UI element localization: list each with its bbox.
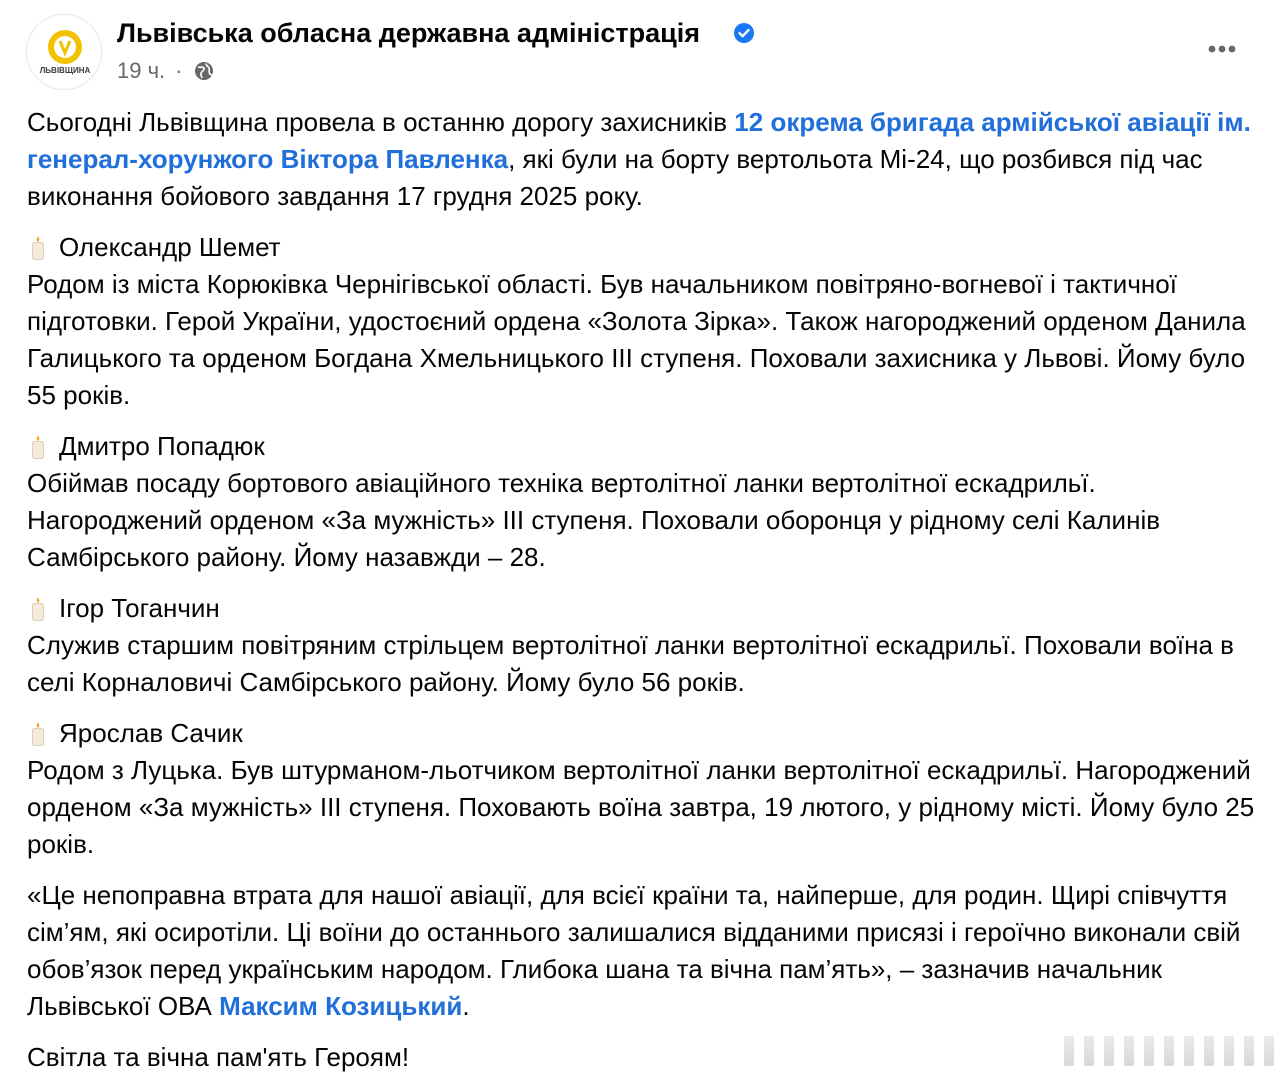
- hero-description: Служив старшим повітряним стрільцем вертолітної ланки вертолітної ескадрильї. Поховали воїна в селі Корналовичі Самбірського району. Йому було 56 років.: [27, 630, 1234, 697]
- bar: [1204, 1036, 1214, 1066]
- candle-icon: [31, 722, 45, 746]
- post-meta: [117, 58, 215, 84]
- candle-icon: [31, 435, 45, 459]
- quote-end: .: [462, 991, 470, 1021]
- globe-icon[interactable]: [193, 60, 215, 82]
- bar: [1124, 1036, 1134, 1066]
- candle-icon: [31, 236, 45, 260]
- decorative-bars: [1064, 1036, 1274, 1066]
- post-timestamp[interactable]: 19 ч.: [117, 58, 166, 83]
- quote-paragraph: [27, 877, 1259, 1025]
- more-options-icon[interactable]: [1200, 34, 1244, 64]
- hero-entry: [27, 229, 1259, 414]
- intro-paragraph: [27, 104, 1259, 215]
- hero-description: Родом із міста Корюківка Чернігівської області. Був начальником повітряно-вогневої і тактичної підготовки. Герой України, удостоєний ордена «Золота Зірка». Також нагороджений орденом Данила Галицького та орденом Богдана Хмельницького ІІІ ступеня. Поховали захисника у Львові. Йому було 55 років.: [27, 269, 1246, 410]
- bar: [1144, 1036, 1154, 1066]
- hero-entry: [27, 590, 1259, 701]
- hero-name: Ігор Тоганчин: [59, 593, 220, 623]
- hero-name: Олександр Шемет: [59, 232, 281, 262]
- verified-badge-icon: [733, 22, 755, 44]
- hero-description: Родом з Луцька. Був штурманом-льотчиком вертолітної ланки вертолітної ескадрильї. Нагороджений орденом «За мужність» ІІІ ступеня. Поховають воїна завтра, 19 лютого, у рідному місті. Йому було 25 років.: [27, 755, 1255, 859]
- official-name-link[interactable]: Максим Козицький: [219, 991, 463, 1021]
- bar: [1224, 1036, 1234, 1066]
- hero-name: Ярослав Сачик: [59, 718, 243, 748]
- meta-separator: ·: [175, 58, 183, 83]
- bar: [1064, 1036, 1074, 1066]
- post-body: [27, 104, 1259, 1090]
- brigade-link[interactable]: 12 окрема бригада армійської авіації ім. генерал-хорунжого Віктора Павленка: [27, 107, 1251, 174]
- quote-text: «Це непоправна втрата для нашої авіації, для всієї країни та, найперше, для родин. Щирі співчуття сім’ям, які осиротіли. Ці воїни до останнього залишалися відданими присязі і героїчно виконали свій обов’язок перед українським народом. Глибока шана та вічна пам’ять», – зазначив начальник Львівської ОВА: [27, 880, 1241, 1021]
- bar: [1264, 1036, 1274, 1066]
- hero-entry: [27, 715, 1259, 863]
- intro-text: Сьогодні Львівщина провела в останню дорогу захисників: [27, 107, 735, 137]
- bar: [1184, 1036, 1194, 1066]
- hero-description: Обіймав посаду бортового авіаційного техніка вертолітної ланки вертолітної ескадрильї. Нагороджений орденом «За мужність» ІІІ ступеня. Поховали оборонця у рідному селі Калинів Самбірського району. Йому назавжди – 28.: [27, 468, 1161, 572]
- intro-text-end: , які були на борту вертольота Мі-24, що розбився під час виконання бойового завдання 17 грудня 2025 року.: [27, 144, 1203, 211]
- hero-name: Дмитро Попадюк: [59, 431, 265, 461]
- bar: [1084, 1036, 1094, 1066]
- candle-icon: [31, 597, 45, 621]
- bar: [1244, 1036, 1254, 1066]
- lviv-region-logo-icon: [27, 15, 102, 90]
- page-name-link[interactable]: Львівська обласна державна адміністрація: [117, 18, 700, 48]
- closing-line: Світла та вічна пам'ять Героям!: [27, 1042, 410, 1072]
- bar: [1104, 1036, 1114, 1066]
- avatar-wordmark: ЛЬВІВЩИНА: [39, 66, 91, 75]
- hero-entry: [27, 428, 1259, 576]
- page-avatar[interactable]: [26, 14, 102, 90]
- bar: [1164, 1036, 1174, 1066]
